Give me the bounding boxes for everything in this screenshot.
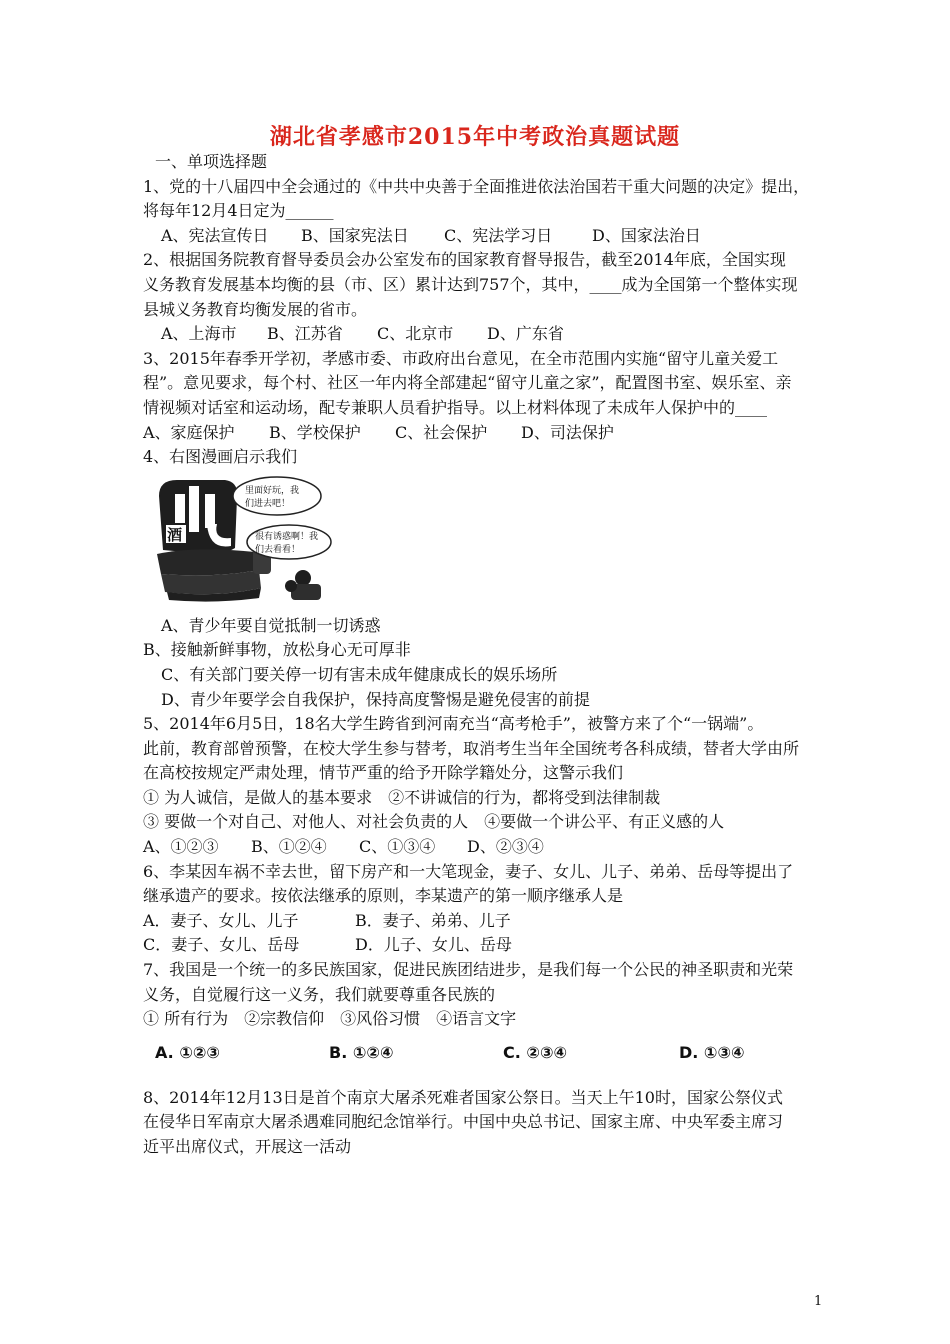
- question-text: 在侵华日军南京大屠杀遇难同胞纪念馆举行。中国中央总书记、国家主席、中央军委主席习: [143, 1112, 784, 1132]
- bubble-2-line-2: 们去看看！: [255, 544, 301, 555]
- option-b: B、江苏省: [267, 324, 343, 344]
- question-text: 4、右图漫画启示我们: [143, 447, 298, 467]
- sign-char: 酒: [167, 525, 183, 544]
- options-row-image: [143, 1034, 843, 1072]
- option-b: B、接触新鲜事物，放松身心无可厚非: [143, 640, 411, 660]
- comic-image: [155, 474, 333, 604]
- option-b: B、①②④: [251, 837, 327, 857]
- question-text: 8、2014年12月13日是首个南京大屠杀死难者国家公祭日。当天上午10时，国家公祭仪式: [143, 1087, 783, 1107]
- question-text: 情视频对话室和运动场，配专兼职人员看护指导。以上材料体现了未成年人保护中的____: [143, 397, 768, 417]
- question-text: 义务，自觉履行这一义务，我们就要尊重各民族的: [143, 984, 496, 1004]
- options-row: [143, 835, 843, 860]
- option-d: D、青少年要学会自我保护，保持高度警惕是避免侵害的前提: [161, 689, 590, 709]
- statement-line: ① 所有行为 ②宗教信仰 ③风俗习惯 ④语言文字: [143, 1009, 517, 1029]
- question-5: [143, 712, 843, 860]
- bubble-2-line-1: 很有诱惑啊！我: [255, 531, 319, 542]
- section-title: 一、单项选择题: [155, 152, 268, 171]
- question-4: [143, 445, 843, 712]
- question-text: 继承遗产的要求。按依法继承的原则，李某遗产的第一顺序继承人是: [143, 886, 624, 906]
- option-b: B、学校保护: [269, 422, 361, 442]
- option-c: C. ②③④: [503, 1042, 568, 1062]
- question-8: [143, 1086, 843, 1160]
- bubble-1-line-2: 们进去吧！: [245, 498, 291, 509]
- option-a: A、①②③: [143, 837, 219, 857]
- option-d: D、司法保护: [521, 422, 614, 442]
- question-text: 6、李某因车祸不幸去世，留下房产和一大笔现金，妻子、女儿、儿子、弟弟、岳母等提出了: [143, 861, 794, 881]
- option-c: C、有关部门要关停一切有害未成年健康成长的娱乐场所: [161, 664, 558, 684]
- statement-line: ③ 要做一个对自己、对他人、对社会负责的人 ④要做一个讲公平、有正义感的人: [143, 812, 725, 832]
- document-title: 湖北省孝感市2015年中考政治真题试题: [269, 124, 681, 150]
- option-c: C、北京市: [377, 324, 454, 344]
- option-a: A、青少年要自觉抵制一切诱惑: [161, 615, 381, 635]
- option-b: B、国家宪法日: [301, 225, 409, 245]
- comic-drawing: [155, 474, 333, 604]
- statement-line: ① 为人诚信，是做人的基本要求 ②不讲诚信的行为，都将受到法律制裁: [143, 787, 661, 807]
- question-text: 在高校按规定严肃处理，情节严重的给予开除学籍处分，这警示我们: [143, 763, 624, 783]
- question-6: [143, 860, 843, 958]
- question-7: [143, 958, 843, 1072]
- question-text: 3、2015年春季开学初，孝感市委、市政府出台意见，在全市范围内实施“留守儿童关爱工: [143, 348, 779, 368]
- option-a: A、宪法宣传日: [161, 225, 269, 245]
- option-c: C．妻子、女儿、岳母: [143, 935, 300, 955]
- option-d: D、国家法治日: [592, 225, 701, 245]
- question-text: 此前，教育部曾预警，在校大学生参与替考，取消考生当年全国统考各科成绩，替者大学由所: [143, 738, 800, 758]
- options-row: [143, 909, 843, 934]
- option-a: A．妻子、女儿、儿子: [143, 910, 299, 930]
- question-text: 近平出席仪式，开展这一活动: [143, 1137, 352, 1156]
- option-d: D. ①③④: [679, 1042, 745, 1062]
- question-text: 1、党的十八届四中全会通过的《中共中央善于全面推进依法治国若干重大问题的决定》提出，: [143, 176, 810, 196]
- option-a: A、上海市: [161, 324, 237, 344]
- options-row: [143, 224, 843, 249]
- options-row: [143, 933, 843, 958]
- option-d: D、②③④: [467, 837, 544, 857]
- question-text: 2、根据国务院教育督导委员会办公室发布的国家教育督导报告，截至2014年底，全国实现: [143, 250, 786, 270]
- options-row: [143, 322, 843, 347]
- question-1: [143, 175, 843, 249]
- option-d: D、广东省: [487, 324, 564, 344]
- option-c: C、宪法学习日: [444, 225, 553, 245]
- option-a: A. ①②③: [155, 1042, 220, 1062]
- option-b: B．妻子、弟弟、儿子: [355, 910, 511, 930]
- question-text: 县城义务教育均衡发展的省市。: [143, 299, 368, 319]
- option-b: B. ①②④: [329, 1042, 394, 1062]
- question-text: 将每年12月4日定为______: [143, 201, 334, 221]
- question-text: 程”。意见要求，每个村、社区一年内将全部建起“留守儿童之家”，配置图书室、娱乐室、亲: [143, 373, 792, 393]
- options-row: [143, 421, 843, 446]
- question-text: 义务教育发展基本均衡的县（市、区）累计达到757个，其中，____成为全国第一个整体实现: [143, 274, 798, 294]
- question-text: 5、2014年6月5日，18名大学生跨省到河南充当“高考枪手”，被警方来了个“一锅端”。: [143, 714, 764, 734]
- page-number: 1: [814, 1294, 823, 1309]
- question-list: [143, 150, 843, 1160]
- option-d: D．儿子、女儿、岳母: [355, 935, 512, 955]
- option-c: C、社会保护: [395, 422, 488, 442]
- question-2: [143, 248, 843, 346]
- option-a: A、家庭保护: [143, 422, 235, 442]
- option-c: C、①③④: [359, 837, 436, 857]
- question-text: 7、我国是一个统一的多民族国家，促进民族团结进步，是我们每一个公民的神圣职责和光荣: [143, 960, 794, 980]
- question-3: [143, 347, 843, 445]
- bubble-1-line-1: 里面好玩，我: [245, 485, 300, 496]
